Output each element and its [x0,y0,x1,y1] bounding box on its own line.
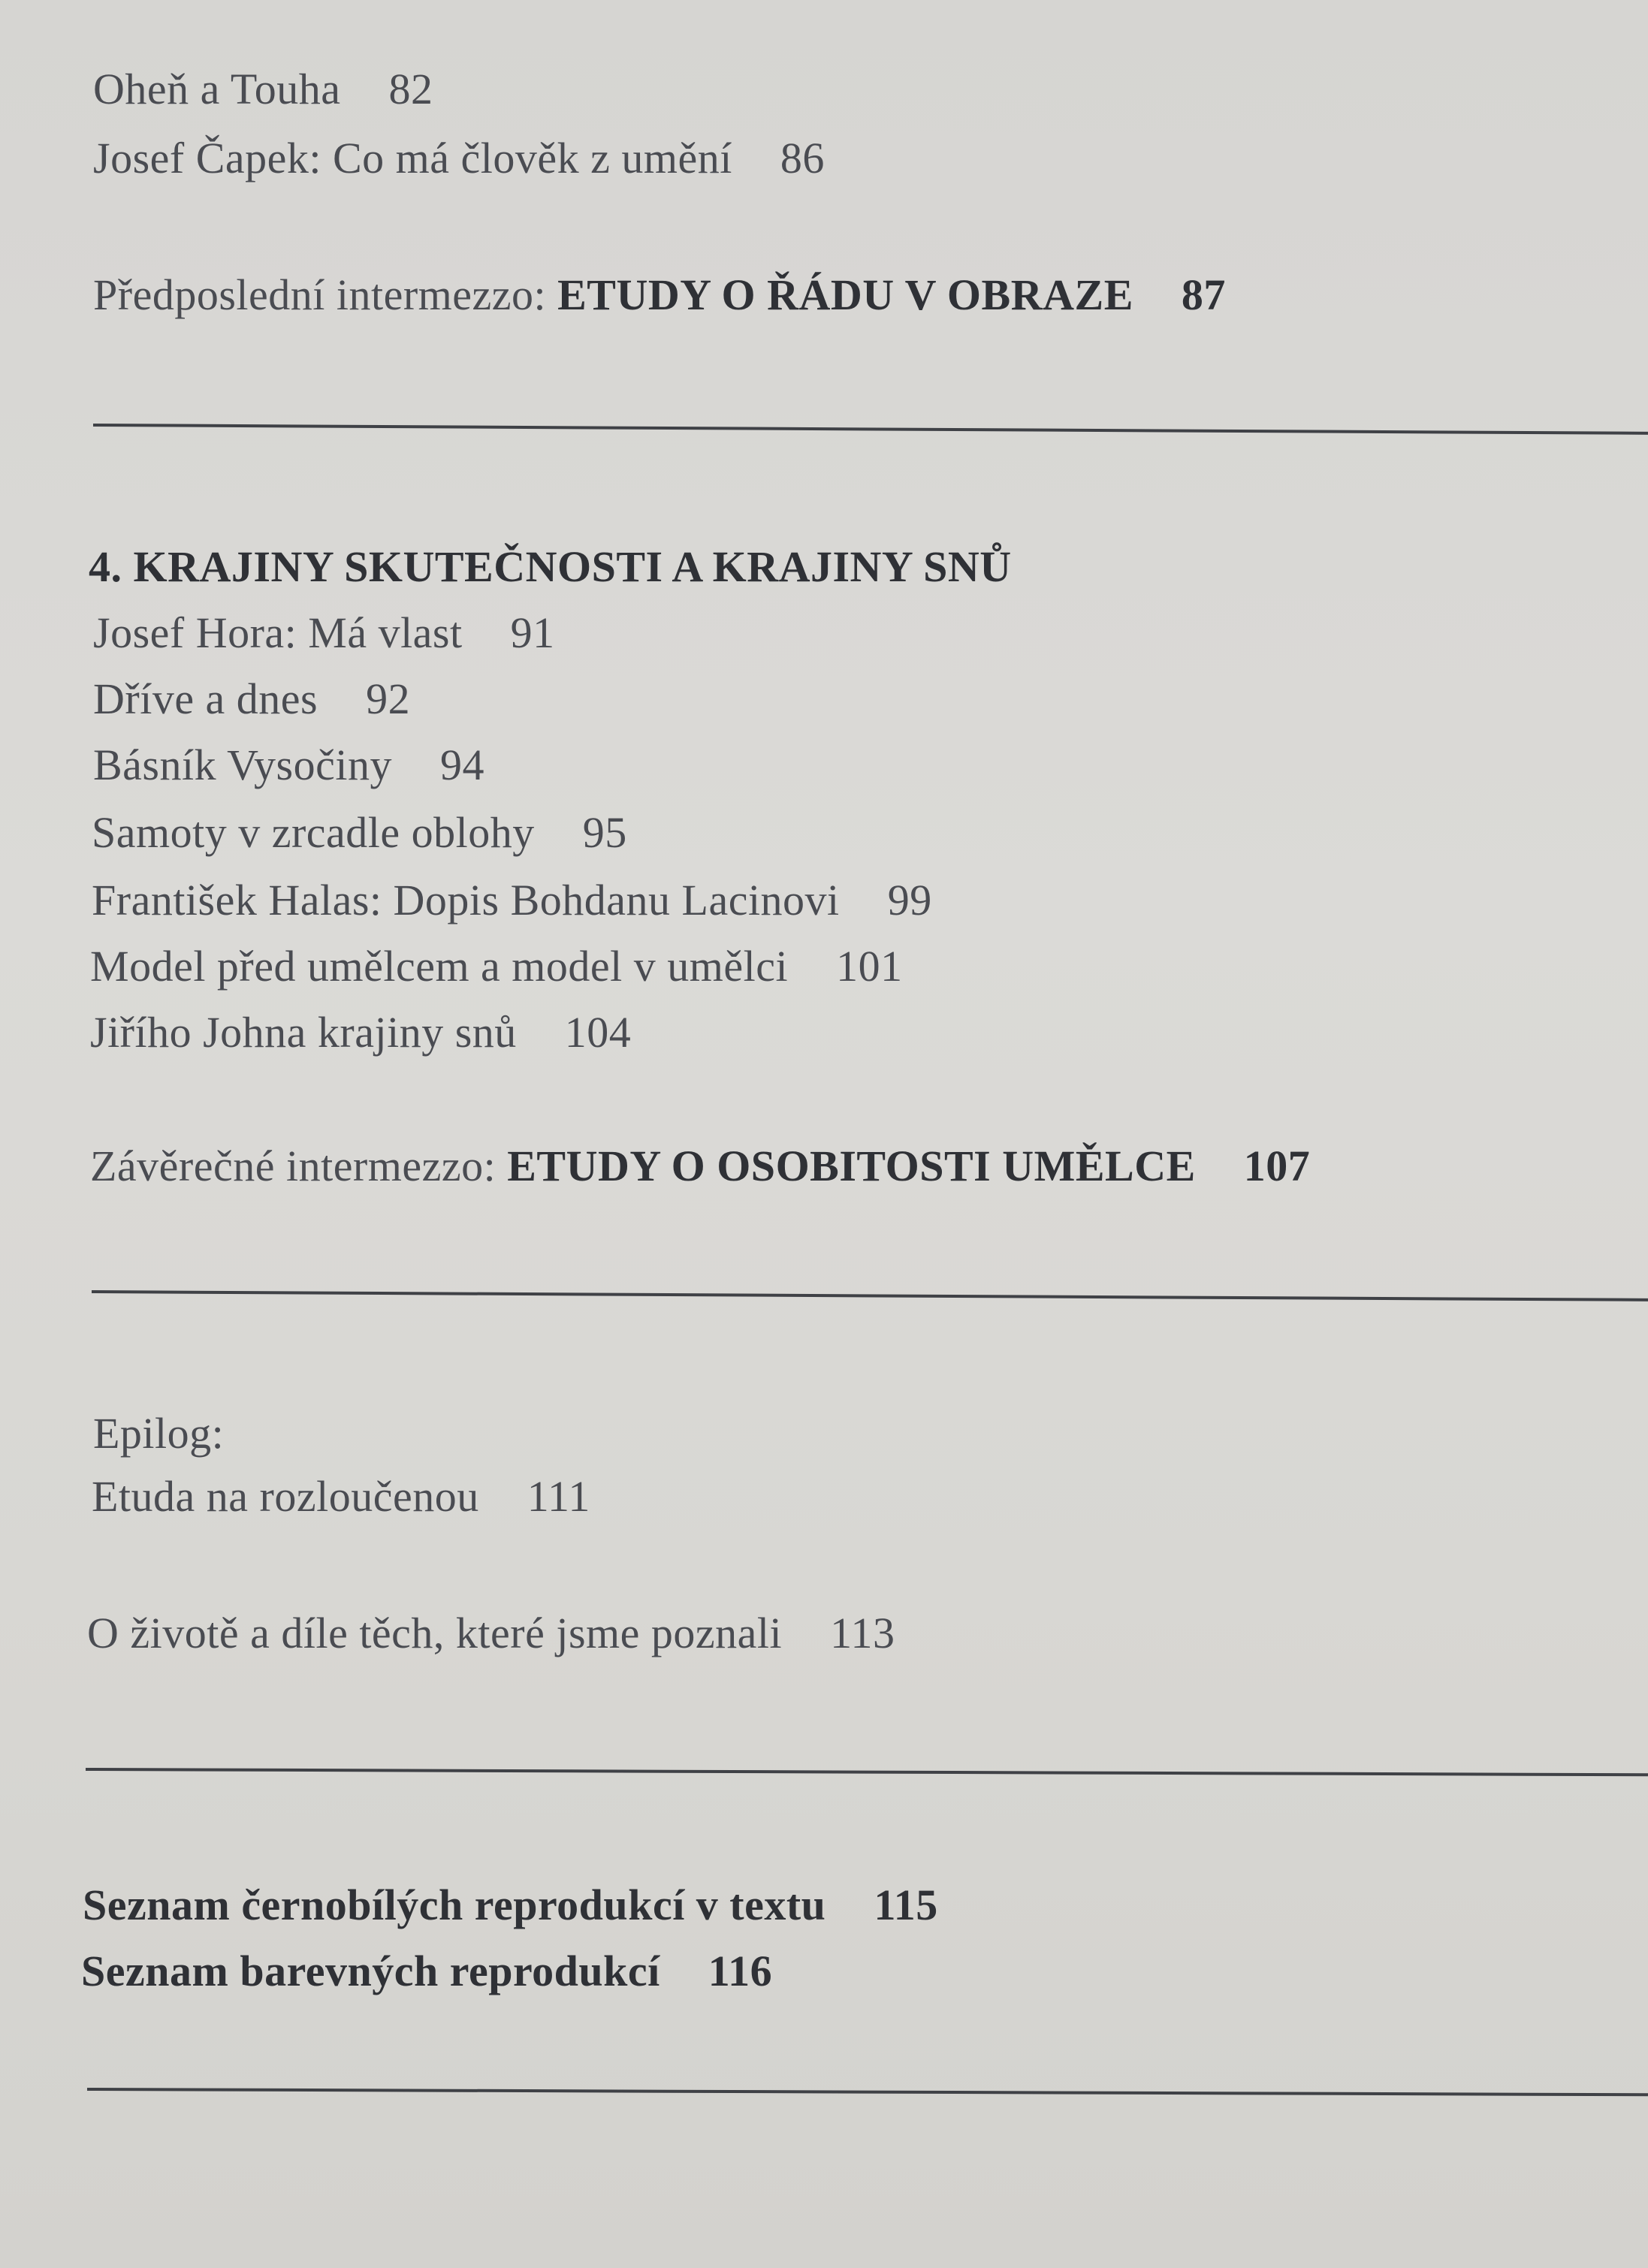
toc-entry-title: Josef Hora: Má vlast [93,608,463,657]
toc-entry-page: 82 [388,65,433,113]
intermezzo-label: Předposlední intermezzo: [93,270,547,319]
intermezzo-entry [90,1140,1310,1193]
toc-entry-page: 99 [887,876,932,924]
toc-entry-page: 104 [564,1008,632,1057]
toc-entry-page: 111 [527,1472,590,1521]
section-divider [87,2088,1648,2096]
toc-entry [93,63,433,116]
toc-entry-page: 95 [582,808,627,857]
toc-entry [93,739,484,792]
toc-entry-title: Samoty v zrcadle oblohy [92,808,535,857]
toc-entry-title: Dříve a dnes [93,674,318,723]
toc-entry-page: 116 [708,1947,773,1995]
intermezzo-label: Závěrečné intermezzo: [90,1142,497,1190]
toc-entry-page: 94 [439,740,484,789]
toc-entry-title: Model před umělcem a model v umělci [90,942,789,991]
toc-entry-page: 86 [780,134,825,182]
section-heading: 4. KRAJINY SKUTEČNOSTI A KRAJINY SNŮ [89,542,1012,591]
toc-entry [93,132,825,185]
intermezzo-title: ETUDY O OSOBITOSTI UMĚLCE [507,1142,1196,1190]
toc-entry [93,607,555,659]
toc-entry-page: 92 [366,674,411,723]
toc-entry-title: František Halas: Dopis Bohdanu Lacinovi [92,876,840,924]
toc-entry-title: Jiřího Johna krajiny snů [90,1008,517,1057]
toc-entry-title: O životě a díle těch, které jsme poznali [87,1609,783,1657]
toc-entry-page: 115 [874,1880,938,1929]
epilog-heading: Epilog: [93,1409,225,1458]
toc-entry-page: 91 [510,608,555,657]
intermezzo-page: 87 [1181,270,1226,319]
section-divider [86,1768,1648,1776]
toc-entry [81,1945,772,1998]
toc-entry [83,1879,938,1932]
toc-entry-title: Oheň a Touha [93,65,341,113]
intermezzo-title: ETUDY O ŘÁDU V OBRAZE [557,270,1133,319]
toc-entry-title: Seznam černobílých reprodukcí v textu [83,1880,826,1929]
toc-entry-page: 113 [830,1609,895,1657]
toc-entry-title: Etuda na rozloučenou [92,1472,479,1521]
toc-entry [92,807,627,859]
section-divider [93,424,1648,435]
toc-entry [93,673,410,725]
toc-entry [90,1006,631,1059]
section-divider [92,1290,1648,1301]
intermezzo-entry [93,269,1226,321]
toc-entry-page: 101 [836,942,903,991]
toc-entry [92,1470,590,1523]
toc-entry [92,874,932,927]
toc-entry [87,1607,895,1660]
toc-entry [90,940,903,993]
toc-entry-title: Básník Vysočiny [93,740,392,789]
toc-entry-title: Seznam barevných reprodukcí [81,1947,660,1995]
intermezzo-page: 107 [1243,1142,1311,1190]
toc-entry-title: Josef Čapek: Co má člověk z umění [93,134,732,182]
